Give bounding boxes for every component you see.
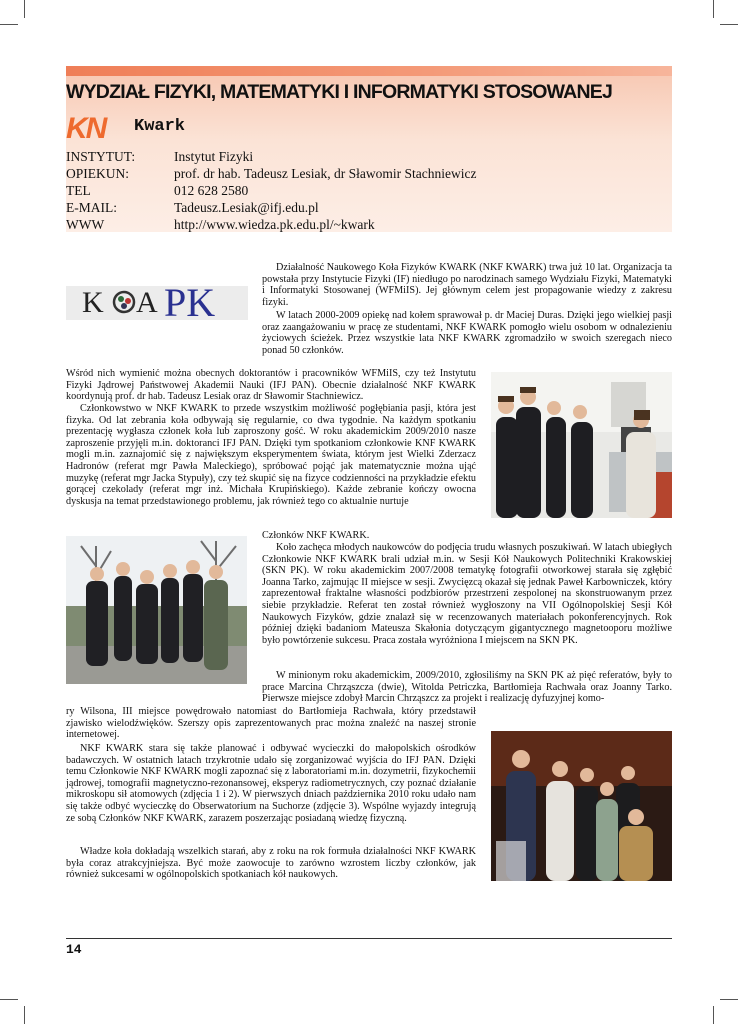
paragraph-recent-year: W minionym roku akademickim, 2009/2010, zgłosiliśmy na SKN PK aż pięć referatów, były to prace Marcina Chrząszcza (dwie), Witolda Petriczka, Bartłomieja Rachwała oraz Joanny Tarko. Pierwsze miejsce zdobył Marcin Chrząszcz za projekt i realizację dyfuzyjnej komo- bbox=[262, 670, 672, 705]
club-header bbox=[66, 66, 672, 232]
info-label: WWW bbox=[66, 217, 105, 232]
logo-pk: PK bbox=[164, 280, 216, 325]
crop-mark bbox=[0, 24, 18, 25]
paragraph-membership: Członkowstwo w NKF KWARK to przede wszystkim możliwość pogłębiania pasji, która jest fizyka. Od lat zebrania koła odbywają się regularnie, co dwa tygodnie. Na każdym spotkaniu prezentację wygłasza członek koła lub zaproszony gość. W roku akademickim 2009/2010 nasze zaproszenie przyjęli m.in. doktoranci IFJ PAN. Dzięki tym spotkaniom członkowie KNF KWARK mogli m.in. zaznajomić się z największym eksperymentem świata, którym jest Wielki Zderzacz Hadronów (referat mgr Pawła Maleckiego), spróbować pojąć jak matematycznie można ująć muzykę (referat mgr Jacka Stypuły), czy też skupić się na fizyce codzienności na przykładzie efektu gorącej czekolady (referat mgr inż. Michała Krupińskiego). Każde zebranie kończy owocna dyskusja na temat przedstawionego problemu, jak również tego co aktualnie nurtuje bbox=[66, 403, 476, 507]
crop-mark bbox=[713, 0, 714, 18]
paragraph-trips: NKF KWARK stara się także planować i odbywać wycieczki do małopolskich ośrodków badawczych. W ostatnich latach trzykrotnie udało się zorganizować wyjścia do IFJ PAN. Dzięki temu Członkowie NKF KWARK mogli zapoznać się z laboratoriami m.in. dozymetrii, fizykochemii jądrowej, tomografii magnetyczno-rezonansowej, eksperyz radiometrycznych, czy poznać działanie mikroskopu sił atomowych (zdjęcia 1 i 2). W pierwszych dniach października 2010 roku udało nam się także odbyć wycieczkę do Obserwatorium na Suchorze (zdjęcie 3). Wspólne wyjazdy integrują ze sobą Członków NKF KWARK, zarazem poszerzając posiadaną wiedzę fizyczną. bbox=[66, 743, 476, 824]
crop-mark bbox=[0, 999, 18, 1000]
faculty-title: WYDZIAŁ FIZYKI, MATEMATYKI I INFORMATYKI STOSOWANEJ bbox=[66, 81, 612, 103]
crop-mark bbox=[720, 999, 738, 1000]
crop-mark bbox=[720, 24, 738, 25]
photo-lab-group bbox=[491, 372, 672, 518]
kwark-pk-logo bbox=[66, 272, 248, 334]
club-name: Kwark bbox=[134, 117, 186, 136]
website-link[interactable]: http://www.wiedza.pk.edu.pl/~kwark bbox=[174, 217, 375, 232]
paragraph-history: W latach 2000-2009 opiekę nad kołem sprawował p. dr Maciej Duras. Dzięki jego wielkiej pasji oraz zaangażowaniu w pracę ze studentami, NKF KWARK pomogło wielu osobom w odnalezieniu życiowych ścieżek. Przez wszystkie lata NKF KWARK zgromadziło w swoich szeregach nieco ponad 50 członków. bbox=[262, 310, 672, 356]
kn-logo: KN bbox=[66, 112, 106, 145]
photo-outdoor-group bbox=[66, 536, 247, 684]
paragraph-intro: Działalność Naukowego Koła Fizyków KWARK (NKF KWARK) trwa już 10 lat. Organizacja ta powstała przy Instytucie Fizyki (IF) niedługo po narodzinach samego Wydziału Fizyki, Matematyki i Informatyki Stosowanej (WFMiIS). Jej głównym celem jest propagowanie wiedzy z zakresu fizyki. bbox=[262, 262, 672, 308]
paragraph-research: Koło zachęca młodych naukowców do podjęcia trudu własnych poszukiwań. W latach ubiegłych Członkowie NKF KWARK brali udział m.in. w Sesji Kół Naukowych Politechniki Krakowskiej (SKN PK). W roku akademickim 2007/2008 tematykę fotografii otworkowej starała się zgłębić Joanna Tarko, zajmując II miejsce w sesji. Zwycięzcą okazał się jednak Paweł Karbowniczek, który zaprezentował fraktalne własności podzbiorów przestrzeni zespolonej na skonstruowanym przez siebie przykładzie. Referat ten został również wygłoszony na VII Ogólnopolskiej Sesji Kół Naukowych Fizyków, gdzie znalazł się w recenzowanych materiałach pokonferencyjnych. Rok później dzięki badaniom Mateusza Skałonia dotyczącym gigantycznego magnetooporu możliwe było powtórzenie sukcesu. Praca została wyróżniona I miejscem na SKN PK. bbox=[262, 542, 672, 646]
crop-mark bbox=[713, 1006, 714, 1024]
email-link[interactable]: Tadeusz.Lesiak@ifj.edu.pl bbox=[174, 200, 319, 215]
footer-rule bbox=[66, 938, 672, 939]
info-value: Instytut Fizyki bbox=[174, 149, 254, 164]
info-label: INSTYTUT: bbox=[66, 149, 136, 164]
info-label: E-MAIL: bbox=[66, 200, 117, 215]
logo-letter-k: K bbox=[82, 286, 104, 319]
paragraph-outlook: Władze koła dokładają wszelkich starań, aby z roku na rok formuła działalności NKF KWARK była coraz atrakcyjniejsza. Być może zaowocuje to zarówno wzrostem liczby członków, jak również sukcesami w ogólnopolskich spotkaniach kół naukowych. bbox=[66, 846, 476, 881]
info-value: 012 628 2580 bbox=[174, 183, 249, 198]
paragraph-recent-year-end: ry Wilsona, III miejsce powędrowało natomiast do Bartłomieja Rachwała, który przedstawił zjawisko wielodźwięków. Szerszy opis zaprezentowanych prac można znaleźć na naszej stronie internetowej. bbox=[66, 706, 476, 741]
info-value: prof. dr hab. Tadeusz Lesiak, dr Sławomir Stachniewicz bbox=[174, 166, 477, 181]
paragraph-members: Wśród nich wymienić można obecnych doktorantów i pracowników WFMiIS, czy też Instytutu Fizyki Jądrowej Państwowej Akademii Nauki (IFJ PAN). Obecnie działalność NKF KWARK koordynują prof. dr hab. Tadeusz Lesiak oraz dr Sławomir Stachniewicz. bbox=[66, 368, 476, 403]
paragraph-membership-end: Członków NKF KWARK. bbox=[262, 530, 370, 541]
header-accent-bar bbox=[66, 66, 672, 76]
info-label: TEL bbox=[66, 183, 91, 198]
crop-mark bbox=[24, 0, 25, 18]
info-label: OPIEKUN: bbox=[66, 166, 129, 181]
photo-observatory-group bbox=[491, 731, 672, 881]
crop-mark bbox=[24, 1006, 25, 1024]
page-number: 14 bbox=[66, 942, 82, 957]
logo-letter-a: A bbox=[136, 286, 158, 319]
